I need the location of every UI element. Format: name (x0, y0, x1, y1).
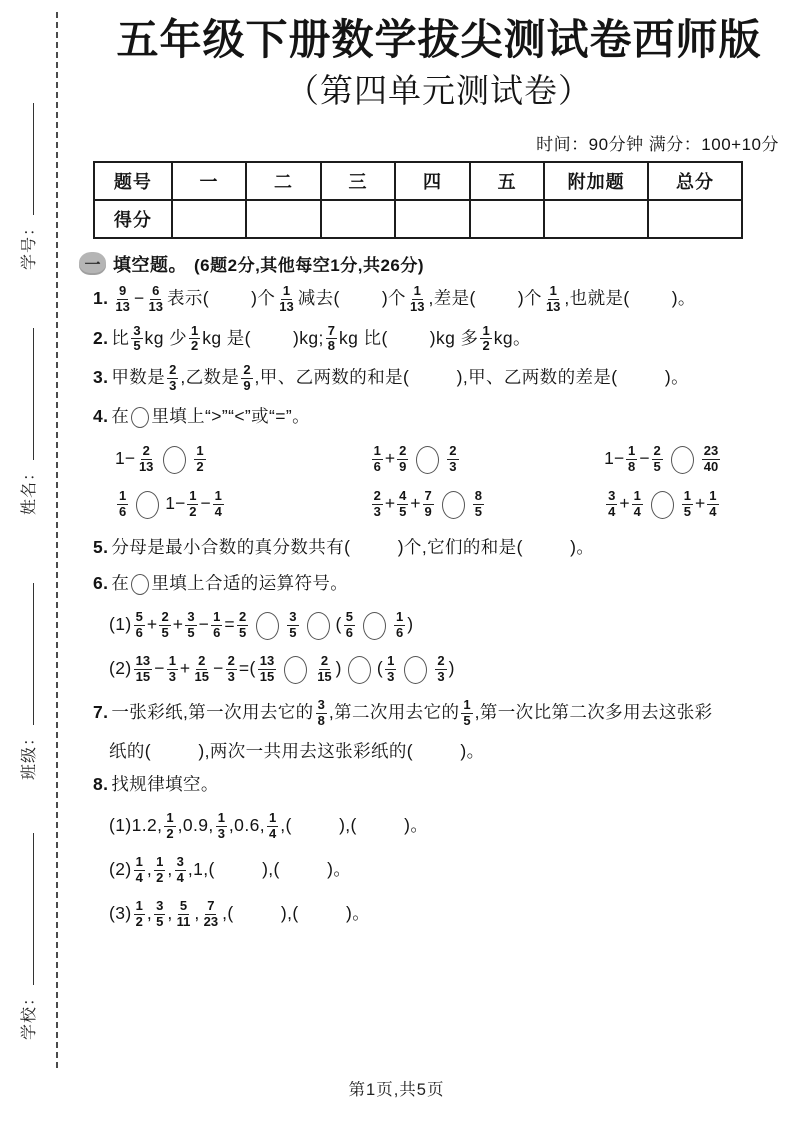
fraction: $\frac{3}{5}$ (289, 609, 297, 641)
question-8-number: 8. (93, 774, 109, 795)
student-name-blank (18, 328, 34, 460)
fraction: $\frac{1}{6}$ (373, 443, 381, 475)
fraction: $\frac{1}{13}$ (545, 282, 561, 314)
fraction: $\frac{1}{2}$ (135, 897, 143, 929)
question-3-number: 3. (93, 367, 109, 388)
score-cell-4 (395, 200, 470, 238)
score-cell-total (648, 200, 742, 238)
fraction: $\frac{5}{6}$ (345, 609, 353, 641)
fraction: $\frac{1}{4}$ (214, 488, 222, 520)
fraction: $\frac{3}{4}$ (608, 488, 616, 520)
student-class-blank (18, 583, 34, 725)
student-school-field (16, 812, 38, 1040)
answer-circle-icon (348, 656, 371, 684)
question-4-comparison-row-1 (93, 444, 785, 475)
margin-dashed-line (56, 12, 58, 1068)
question-8-text: 找规律填空。 (111, 774, 219, 795)
question-4-comparison-row-2 (93, 489, 785, 520)
section-one-score-note: (6题2分,其他每空1分,共26分) (194, 256, 425, 276)
fraction: $\frac{3}{4}$ (176, 854, 184, 885)
question-5-text: 分母是最小合数的真分数共有( )个,它们的和是( )。 (111, 537, 595, 558)
fraction: $\frac{1}{3}$ (217, 810, 225, 842)
fraction: $\frac{2}{3}$ (169, 362, 177, 394)
question-2-text: 比 $\frac{3}{5}$ kg 少 $\frac{1}{2}$ kg 是( )kg; $\frac{7}{8}$ kg 比( )kg 多 $\frac{1}{2}$ kg。 (111, 322, 531, 354)
fraction: $\frac{1}{8}$ (628, 443, 636, 475)
fraction: $\frac{2}{13}$ (138, 443, 154, 475)
score-row-label: 得分 (94, 200, 172, 238)
fraction: $\frac{1}{4}$ (709, 488, 717, 520)
student-id-blank (18, 103, 34, 215)
fraction: $\frac{1}{4}$ (268, 810, 277, 842)
fraction: $\frac{6}{13}$ (148, 282, 163, 314)
question-1-number: 1. (93, 287, 109, 308)
question-1-text: $\frac{9}{13}$ − $\frac{6}{13}$ 表示( )个 $\frac{1}{13}$ 减去( )个 $\frac{1}{13}$ ,差是( )个 $\frac{1}{13}$ ,也就是( )。 (115, 282, 696, 314)
fraction: $\frac{7}{8}$ (327, 322, 336, 354)
student-school-blank (18, 833, 34, 985)
answer-circle-icon (131, 574, 149, 595)
comparison-item-5: $\frac{2}{3}$ + $\frac{4}{5}$ + $\frac{7}{9}$ $\frac{8}{5}$ (373, 488, 482, 520)
question-7-text: 一张彩纸,第一次用去它的 $\frac{3}{8}$ ,第二次用去它的 $\frac{1}{5}$ ,第一次比第二次多用去这张彩 (111, 697, 713, 729)
fraction: $\frac{23}{40}$ (703, 443, 719, 475)
answer-circle-icon (163, 446, 186, 474)
fraction: $\frac{2}{15}$ (317, 653, 332, 685)
fraction: $\frac{4}{5}$ (399, 488, 407, 520)
score-header-5: 五 (470, 162, 545, 200)
student-school-label: 学校： (21, 988, 38, 1040)
fraction: $\frac{1}{6}$ (119, 488, 127, 520)
answer-circle-icon (442, 491, 465, 519)
fraction: $\frac{3}{5}$ (133, 322, 141, 354)
student-name-field (16, 310, 38, 515)
score-table-header-row (94, 162, 742, 200)
score-cell-2 (246, 200, 321, 238)
fraction: $\frac{1}{2}$ (189, 488, 197, 520)
comparison-item-2: $\frac{1}{6}$ + $\frac{2}{9}$ $\frac{2}{3}$ (373, 443, 457, 475)
question-4-text: 在 里填上“>”“<”或“=”。 (111, 406, 311, 427)
question-6 (93, 570, 785, 597)
fraction: $\frac{1}{5}$ (463, 697, 471, 729)
fraction: $\frac{2}{9}$ (399, 443, 407, 475)
answer-circle-icon (136, 491, 159, 519)
score-header-1: 一 (172, 162, 247, 200)
fraction: $\frac{9}{13}$ (115, 282, 130, 314)
question-8-item-1: (1)1.2, $\frac{1}{2}$ ,0.9, $\frac{1}{3}$ ,0.6, $\frac{1}{4}$ ,( ),( )。 (109, 810, 429, 842)
answer-circle-icon (363, 612, 386, 640)
student-name-label: 姓名： (21, 463, 38, 515)
fraction: $\frac{2}{3}$ (227, 653, 235, 685)
fraction: $\frac{2}{9}$ (243, 362, 251, 394)
fraction: $\frac{8}{5}$ (474, 488, 482, 520)
comparison-item-3: 1− $\frac{1}{8}$ − $\frac{2}{5}$ $\frac{23}{40}$ (604, 443, 719, 475)
student-class-label: 班级： (21, 728, 38, 780)
question-2-number: 2. (93, 327, 109, 348)
fraction: $\frac{7}{9}$ (424, 488, 432, 520)
question-8-item-3: (3) $\frac{1}{2}$ , $\frac{3}{5}$ , $\frac{5}{11}$ , $\frac{7}{23}$ ,( ),( )。 (109, 897, 371, 929)
score-header-3: 三 (321, 162, 396, 200)
question-1 (93, 284, 785, 315)
question-6-item-2: (2) $\frac{13}{15}$ − $\frac{1}{3}$ + $\frac{2}{15}$ − $\frac{2}{3}$ =( $\frac{13}{15}$ $\frac{2}{15}$ ) ( $\frac{1}{3}$ $\frac{2}{3}$ ) (109, 653, 455, 685)
question-7-text-line2: 纸的( ),两次一共用去这张彩纸的( )。 (109, 741, 485, 762)
fraction: $\frac{13}{15}$ (135, 653, 151, 685)
score-table-score-row (94, 200, 742, 238)
answer-circle-icon (416, 446, 439, 474)
fraction: $\frac{1}{2}$ (166, 810, 174, 842)
question-6-item-1: (1) $\frac{5}{6}$ + $\frac{2}{5}$ + $\frac{3}{5}$ − $\frac{1}{6}$ = $\frac{2}{5}$ $\frac{3}{5}$ ( $\frac{5}{6}$ $\frac{1}{6}$ ) (109, 609, 414, 641)
exam-meta: 时间：90分钟 满分：100+10分 (536, 134, 779, 154)
fraction: $\frac{1}{6}$ (395, 609, 404, 641)
question-5 (93, 534, 785, 561)
question-6-number: 6. (93, 573, 109, 594)
fraction: $\frac{1}{6}$ (213, 609, 221, 641)
section-one-badge-icon: 一 (79, 252, 106, 275)
score-header-total: 总分 (648, 162, 742, 200)
fraction: $\frac{2}{5}$ (653, 443, 661, 475)
fraction: $\frac{3}{5}$ (156, 897, 164, 929)
fraction: $\frac{1}{2}$ (196, 443, 204, 475)
score-cell-bonus (544, 200, 648, 238)
fraction: $\frac{5}{11}$ (176, 897, 191, 929)
score-header-bonus: 附加题 (544, 162, 648, 200)
student-id-label: 学号： (21, 218, 38, 270)
section-one-header (79, 251, 785, 277)
page-subtitle: （第四单元测试卷） (286, 74, 592, 111)
fraction: $\frac{13}{15}$ (259, 653, 275, 685)
score-cell-1 (172, 200, 247, 238)
fraction: $\frac{1}{5}$ (683, 488, 692, 520)
question-3 (93, 363, 785, 394)
fraction: $\frac{1}{13}$ (409, 282, 425, 314)
fraction: $\frac{1}{2}$ (191, 322, 199, 354)
question-4-number: 4. (93, 406, 109, 427)
comparison-item-4: $\frac{1}{6}$ 1− $\frac{1}{2}$ − $\frac{1}{4}$ (119, 488, 222, 520)
question-8-item-2: (2) $\frac{1}{4}$ , $\frac{1}{2}$ , $\frac{3}{4}$ ,1,( ),( )。 (109, 854, 352, 885)
fraction: $\frac{1}{13}$ (279, 282, 294, 314)
page-title: 五年级下册数学拔尖测试卷西师版 (116, 18, 762, 64)
question-7-number: 7. (93, 702, 109, 723)
fraction: $\frac{1}{4}$ (633, 488, 641, 520)
fraction: $\frac{2}{5}$ (161, 609, 169, 641)
comparison-item-1: 1− $\frac{2}{13}$ $\frac{1}{2}$ (115, 443, 204, 475)
student-id-field (16, 85, 38, 270)
question-8 (93, 771, 785, 798)
score-header-2: 二 (246, 162, 321, 200)
answer-circle-icon (284, 656, 307, 684)
question-4 (93, 403, 785, 430)
answer-circle-icon (256, 612, 279, 640)
fraction: $\frac{3}{5}$ (187, 609, 195, 641)
fraction: $\frac{2}{3}$ (437, 653, 445, 685)
question-2 (93, 324, 785, 355)
comparison-item-6: $\frac{3}{4}$ + $\frac{1}{4}$ $\frac{1}{5}$ + $\frac{1}{4}$ (608, 488, 717, 520)
question-3-text: 甲数是 $\frac{2}{3}$ ,乙数是 $\frac{2}{9}$ ,甲、乙两数的和是( ),甲、乙两数的差是( )。 (111, 362, 689, 394)
fraction: $\frac{1}{2}$ (482, 322, 490, 354)
question-6-text: 在 里填上合适的运算符号。 (111, 573, 349, 594)
student-class-field (16, 565, 38, 780)
fraction: $\frac{2}{5}$ (239, 609, 247, 641)
fraction: $\frac{2}{15}$ (194, 653, 210, 685)
fraction: $\frac{1}{3}$ (168, 653, 176, 685)
answer-circle-icon (307, 612, 330, 640)
section-one-title: 填空题。 (113, 254, 187, 275)
fraction: $\frac{1}{3}$ (387, 653, 395, 685)
page-number: 第1页,共5页 (348, 1081, 445, 1099)
fraction: $\frac{2}{3}$ (373, 488, 381, 520)
answer-circle-icon (651, 491, 674, 519)
fraction: $\frac{3}{8}$ (317, 697, 325, 729)
score-table (93, 161, 743, 239)
fraction: $\frac{2}{3}$ (449, 443, 457, 475)
paper-content (84, 0, 785, 943)
fraction: $\frac{7}{23}$ (203, 897, 219, 929)
score-header-tihao: 题号 (94, 162, 172, 200)
fraction: $\frac{5}{6}$ (135, 609, 143, 641)
question-7 (93, 698, 785, 729)
question-5-number: 5. (93, 537, 109, 558)
fraction: $\frac{1}{4}$ (135, 854, 143, 885)
answer-circle-icon (131, 407, 149, 428)
score-cell-3 (321, 200, 396, 238)
score-header-4: 四 (395, 162, 470, 200)
answer-circle-icon (404, 656, 427, 684)
fraction: $\frac{1}{2}$ (156, 854, 164, 885)
answer-circle-icon (671, 446, 694, 474)
score-cell-5 (470, 200, 545, 238)
